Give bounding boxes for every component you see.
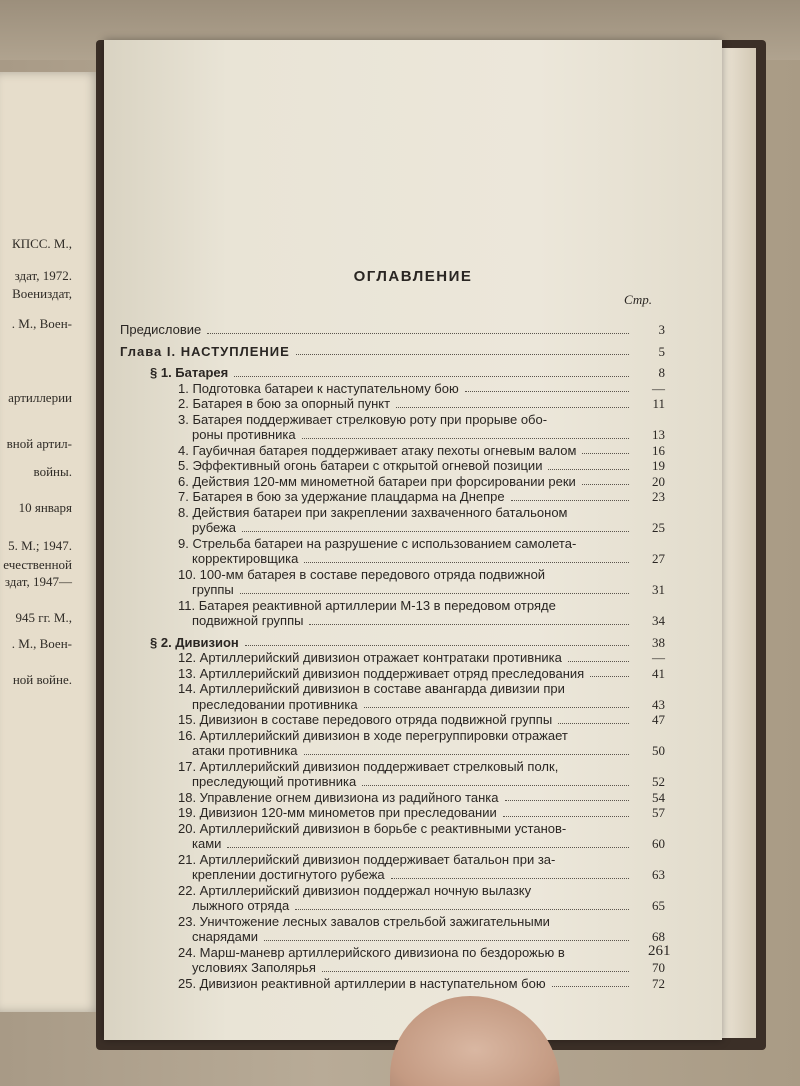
dot-leader	[322, 971, 629, 972]
dot-leader	[364, 707, 629, 708]
dot-leader	[234, 376, 629, 377]
toc-entry	[120, 505, 665, 521]
left-page-text: . М., Воен-	[11, 636, 72, 651]
toc-entry-page: 3	[658, 322, 665, 337]
toc-entry-title: преследующий противника	[192, 774, 357, 789]
toc-entry	[120, 743, 665, 759]
toc-entry-page: 11	[652, 396, 665, 411]
toc-entry	[120, 759, 665, 775]
dot-leader	[240, 593, 629, 594]
toc-entry	[120, 867, 665, 883]
toc-entry	[120, 520, 665, 536]
left-page	[0, 72, 100, 1012]
left-page-text: КПСС. М.,	[12, 236, 72, 251]
table-of-contents	[120, 322, 665, 991]
toc-entry	[120, 582, 665, 598]
toc-entry-page: 34	[652, 613, 665, 628]
toc-entry-title: 7. Батарея в бою за удержание плацдарма на Днепре	[178, 489, 505, 504]
dot-leader	[227, 847, 629, 848]
dot-leader	[582, 484, 629, 485]
toc-entry-title: корректировщика	[192, 551, 299, 566]
toc-entry-page: 52	[652, 774, 665, 789]
toc-entry-page: 43	[652, 696, 665, 712]
toc-entry	[120, 598, 665, 614]
toc-entry-title: роны противника	[192, 427, 296, 442]
toc-entry-title: группы	[192, 582, 234, 597]
toc-entry-title: 19. Дивизион 120-мм минометов при преследовании	[178, 805, 497, 820]
toc-entry-title: 13. Артиллерийский дивизион поддерживает отряд преследования	[178, 665, 585, 681]
dot-leader	[590, 676, 629, 677]
dot-leader	[296, 354, 629, 355]
toc-entry	[120, 427, 665, 443]
toc-entry-page: 50	[652, 743, 665, 758]
toc-entry-title: атаки противника	[192, 743, 298, 758]
toc-entry-page: 20	[652, 473, 665, 489]
left-page-text: Воениздат,	[12, 286, 72, 301]
dot-leader	[548, 469, 629, 470]
toc-entry	[120, 396, 665, 412]
toc-entry-page: 5	[658, 343, 665, 359]
toc-entry-page: 23	[652, 489, 665, 504]
toc-entry	[120, 728, 665, 744]
toc-chapter	[120, 344, 665, 360]
toc-entry-page: 57	[652, 805, 665, 820]
toc-entry-page: 27	[652, 551, 665, 566]
page-number: 261	[648, 943, 671, 959]
dot-leader	[568, 661, 629, 662]
toc-entry-title: 12. Артиллерийский дивизион отражает контратаки противника	[178, 650, 562, 665]
toc-entry-title: 23. Уничтожение лесных завалов стрельбой зажигательными	[178, 913, 550, 929]
toc-entry-page: 13	[652, 427, 665, 442]
toc-entry-page: 16	[652, 442, 665, 458]
toc-entry-title: § 2. Дивизион	[150, 634, 239, 650]
page-column-header: Стр.	[624, 292, 652, 307]
left-page-text: . М., Воен-	[11, 316, 72, 331]
toc-entry	[120, 883, 665, 899]
toc-entry	[120, 836, 665, 852]
toc-entry-title: 18. Управление огнем дивизиона из радийного танка	[178, 789, 499, 805]
toc-entry-title: 16. Артиллерийский дивизион в ходе перегруппировки отражает	[178, 727, 568, 743]
toc-entry-title: 21. Артиллерийский дивизион поддерживает батальон при за-	[178, 851, 556, 867]
toc-entry	[120, 567, 665, 583]
toc-entry-title: § 1. Батарея	[150, 365, 229, 380]
toc-entry	[120, 898, 665, 914]
toc-entry-title: условиях Заполярья	[192, 960, 316, 975]
toc-section	[120, 365, 665, 381]
toc-entry	[120, 790, 665, 806]
toc-entry	[120, 976, 665, 992]
dot-leader	[511, 500, 629, 501]
toc-entry	[120, 697, 665, 713]
dot-leader	[558, 723, 629, 724]
toc-entry-page: 25	[652, 520, 665, 535]
dot-leader	[304, 562, 629, 563]
toc-entry-page: —	[652, 650, 665, 665]
toc-entry-title: 22. Артиллерийский дивизион поддержал ночную вылазку	[178, 882, 532, 898]
toc-entry-title: 10. 100-мм батарея в составе передового отряда подвижной	[178, 566, 546, 582]
dot-leader	[552, 986, 629, 987]
toc-section	[120, 635, 665, 651]
dot-leader	[582, 453, 629, 454]
toc-entry	[120, 960, 665, 976]
toc-entry-title: рубежа	[192, 520, 237, 535]
toc-entry-title: 24. Марш-маневр артиллерийского дивизиона по бездорожью в	[178, 944, 565, 960]
left-page-text: 10 января	[18, 500, 72, 515]
toc-entry	[120, 681, 665, 697]
toc-entry-title: Предисловие	[120, 322, 202, 337]
toc-entry-title: лыжного отряда	[192, 898, 290, 913]
toc-entry	[120, 650, 665, 666]
toc-entry-title: 9. Стрельба батареи на разрушение с использованием самолета-	[178, 535, 577, 551]
toc-entry	[120, 945, 665, 961]
dot-leader	[391, 878, 629, 879]
toc-entry	[120, 443, 665, 459]
left-page-text: 945 гг. М.,	[15, 610, 72, 625]
toc-entry-page: 41	[652, 665, 665, 681]
dot-leader	[207, 333, 629, 334]
left-page-text: 5. М.; 1947.	[8, 538, 72, 553]
toc-entry	[120, 458, 665, 474]
toc-entry	[120, 489, 665, 505]
dot-leader	[309, 624, 629, 625]
left-page-text: войны.	[33, 464, 72, 479]
toc-entry-title: 15. Дивизион в составе передового отряда подвижной группы	[178, 712, 553, 727]
dot-leader	[396, 407, 629, 408]
dot-leader	[503, 816, 629, 817]
toc-entry-title: преследовании противника	[192, 696, 358, 712]
toc-entry	[120, 805, 665, 821]
toc-entry	[120, 774, 665, 790]
toc-entry-title: 1. Подготовка батареи к наступательному бою	[178, 380, 459, 396]
toc-entry	[120, 551, 665, 567]
toc-entry	[120, 914, 665, 930]
toc-entry-title: ками	[192, 836, 222, 851]
toc-entry	[120, 474, 665, 490]
dot-leader	[242, 531, 629, 532]
toc-entry-page: —	[652, 380, 665, 396]
toc-entry	[120, 412, 665, 428]
toc-entry	[120, 322, 665, 338]
toc-entry-title: 17. Артиллерийский дивизион поддерживает стрелковый полк,	[178, 758, 559, 774]
toc-entry-title: 6. Действия 120-мм минометной батареи при форсировании реки	[178, 473, 576, 489]
toc-entry-title: 8. Действия батареи при закреплении захваченного батальоном	[178, 504, 568, 520]
dot-leader	[264, 940, 629, 941]
toc-entry-page: 65	[652, 898, 665, 913]
toc-entry-title: 11. Батарея реактивной артиллерии М-13 в передовом отряде	[178, 597, 556, 613]
left-page-text: вной артил-	[6, 436, 72, 451]
toc-entry-title: подвижной группы	[192, 613, 304, 628]
toc-entry-page: 54	[652, 789, 665, 805]
dot-leader	[245, 645, 629, 646]
dot-leader	[465, 391, 629, 392]
toc-entry-page: 19	[652, 458, 665, 473]
left-page-text: ечественной	[3, 557, 72, 572]
dot-leader	[304, 754, 629, 755]
toc-entry-title: 2. Батарея в бою за опорный пункт	[178, 396, 391, 411]
toc-entry-page: 68	[652, 929, 665, 944]
toc-entry	[120, 852, 665, 868]
toc-entry-page: 31	[652, 582, 665, 597]
toc-entry-page: 63	[652, 867, 665, 882]
toc-entry-title: 14. Артиллерийский дивизион в составе авангарда дивизии при	[178, 681, 565, 696]
toc-entry-title: креплении достигнутого рубежа	[192, 867, 385, 882]
toc-entry	[120, 929, 665, 945]
toc-entry-page: 47	[652, 712, 665, 727]
dot-leader	[295, 909, 629, 910]
page-title: ОГЛАВЛЕНИЕ	[353, 268, 473, 285]
toc-entry-page: 70	[652, 960, 665, 975]
contents-page	[104, 40, 722, 1040]
toc-entry	[120, 666, 665, 682]
toc-entry-title: 4. Гаубичная батарея поддерживает атаку пехоты огневым валом	[178, 442, 577, 458]
dot-leader	[362, 785, 629, 786]
left-page-text: здат, 1947—	[4, 574, 72, 589]
toc-entry-title: снарядами	[192, 929, 259, 944]
toc-entry	[120, 821, 665, 837]
toc-entry	[120, 536, 665, 552]
toc-entry	[120, 613, 665, 629]
toc-entry-title: 5. Эффективный огонь батареи с открытой огневой позиции	[178, 458, 543, 473]
dot-leader	[302, 438, 629, 439]
left-page-text: здат, 1972.	[14, 268, 72, 283]
toc-entry	[120, 712, 665, 728]
toc-entry-title: 25. Дивизион реактивной артиллерии в наступательном бою	[178, 975, 546, 991]
toc-entry-page: 8	[658, 365, 665, 380]
toc-entry-page: 60	[652, 836, 665, 851]
toc-entry-title: 3. Батарея поддерживает стрелковую роту при прорыве обо-	[178, 411, 548, 427]
toc-entry-title: 20. Артиллерийский дивизион в борьбе с реактивными установ-	[178, 820, 567, 836]
toc-entry-page: 72	[652, 975, 665, 991]
left-page-text: артиллерии	[8, 390, 72, 405]
left-page-text: ной войне.	[12, 672, 72, 687]
toc-entry-page: 38	[652, 634, 665, 650]
dot-leader	[505, 800, 629, 801]
toc-entry	[120, 381, 665, 397]
toc-entry-title: Глава I. НАСТУПЛЕНИЕ	[120, 343, 290, 359]
